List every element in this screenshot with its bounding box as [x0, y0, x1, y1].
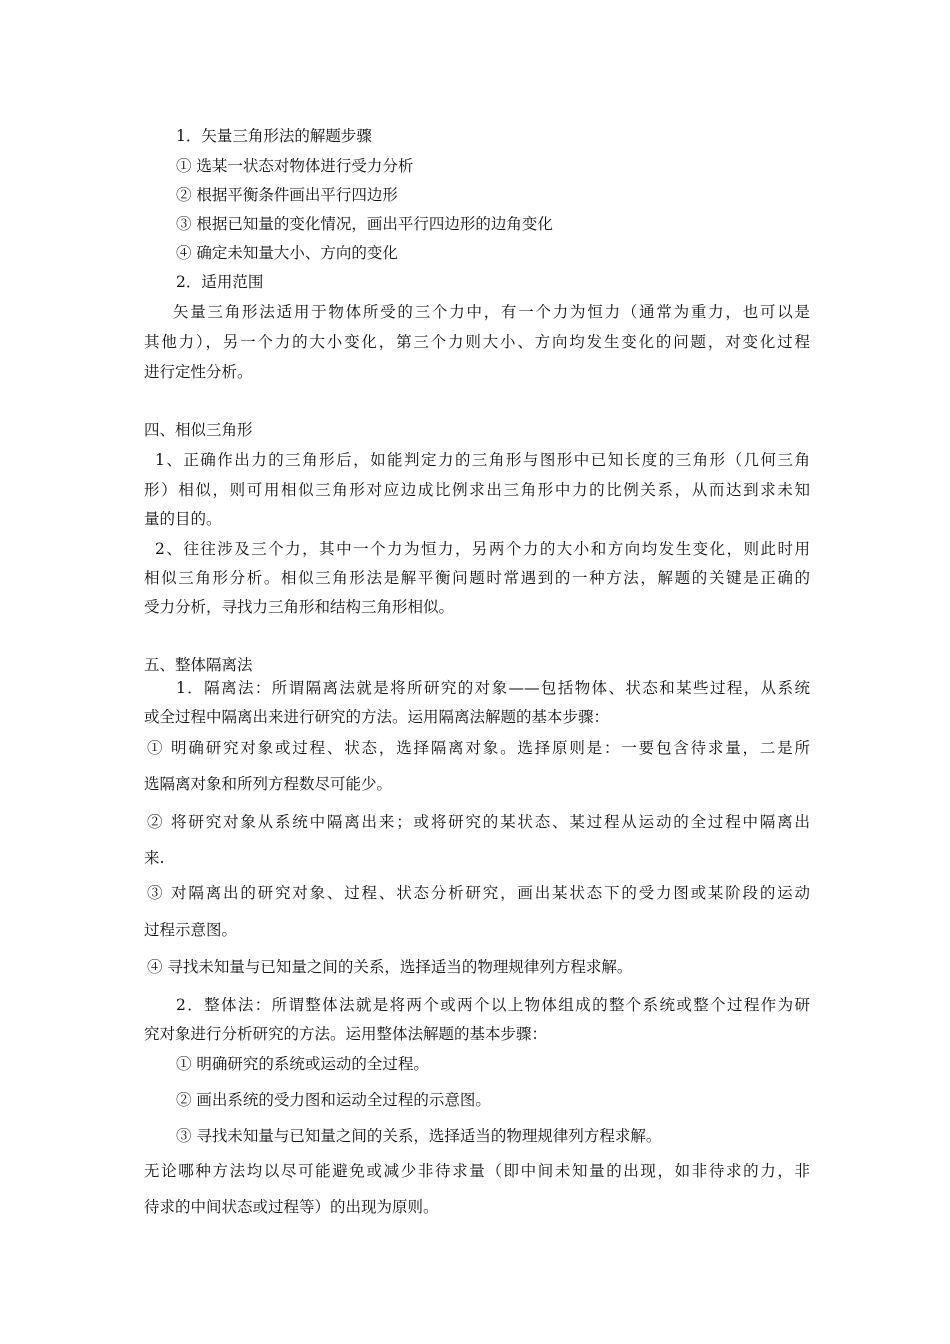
step-item: ③ 根据已知量的变化情况，画出平行四边形的边角变化 — [176, 215, 553, 233]
whole-step-line: ③ 寻找未知量与已知量之间的关系，选择适当的物理规律列方程求解。 — [176, 1127, 662, 1145]
isolation-step-line: ① 明确研究对象或过程、状态，选择隔离对象。选择原则是：一要包含待求量，二是所 — [147, 739, 810, 757]
paragraph-line: 受力分析，寻找力三角形和结构三角形相似。 — [144, 598, 455, 616]
whole-step-line: ② 画出系统的受力图和运动全过程的示意图。 — [176, 1091, 491, 1109]
scope-paragraph-line: 矢量三角形法适用于物体所受的三个力中，有一个力为恒力（通常为重力，也可以是 — [173, 303, 810, 321]
paragraph-line: 2、往往涉及三个力，其中一个力为恒力，另两个力的大小和方向均发生变化，则此时用 — [155, 540, 810, 558]
conclusion-line: 待求的中间状态或过程等）的出现为原则。 — [144, 1198, 439, 1216]
isolation-step-line: 过程示意图。 — [144, 921, 238, 939]
paragraph-line: 形）相似，则可用相似三角形对应边成比例求出三角形中力的比例关系，从而达到求未知 — [144, 481, 810, 499]
section-heading-whole-isolation: 五、整体隔离法 — [144, 656, 253, 674]
paragraph-line: 1、正确作出力的三角形后，如能判定力的三角形与图形中已知长度的三角形（几何三角 — [155, 451, 810, 469]
isolation-step-line: ④ 寻找未知量与已知量之间的关系，选择适当的物理规律列方程求解。 — [147, 958, 633, 976]
paragraph-line: 究对象进行分析研究的方法。运用整体法解题的基本步骤： — [144, 1025, 548, 1043]
step-item: ④ 确定未知量大小、方向的变化 — [176, 244, 398, 262]
scope-paragraph-line: 其他力），另一个力的大小变化，第三个力则大小、方向均发生变化的问题，对变化过程 — [144, 333, 810, 351]
section-heading-similar-triangles: 四、相似三角形 — [144, 421, 253, 439]
conclusion-line: 无论哪种方法均以尽可能避免或减少非待求量（即中间未知量的出现，如非待求的力，非 — [144, 1162, 810, 1180]
step-item: ① 选某一状态对物体进行受力分析 — [176, 157, 414, 175]
scope-title: 2．适用范围 — [176, 273, 264, 291]
isolation-step-line: 来. — [144, 849, 165, 867]
whole-step-line: ① 明确研究的系统或运动的全过程。 — [176, 1055, 429, 1073]
paragraph-line: 量的目的。 — [144, 510, 222, 528]
isolation-step-line: ③ 对隔离出的研究对象、过程、状态分析研究，画出某状态下的受力图或某阶段的运动 — [147, 884, 810, 902]
scope-paragraph-line: 进行定性分析。 — [144, 363, 253, 381]
step-item: ② 根据平衡条件画出平行四边形 — [176, 186, 398, 204]
paragraph-line: 或全过程中隔离出来进行研究的方法。运用隔离法解题的基本步骤： — [144, 708, 610, 726]
paragraph-line: 相似三角形分析。相似三角形法是解平衡问题时常遇到的一种方法，解题的关键是正确的 — [144, 569, 810, 587]
paragraph-line: 2．整体法：所谓整体法就是将两个或两个以上物体组成的整个系统或整个过程作为研 — [176, 996, 810, 1014]
isolation-step-line: ② 将研究对象从系统中隔离出来；或将研究的某状态、某过程从运动的全过程中隔离出 — [147, 813, 810, 831]
isolation-step-line: 选隔离对象和所列方程数尽可能少。 — [144, 775, 393, 793]
paragraph-line: 1．隔离法：所谓隔离法就是将所研究的对象——包括物体、状态和某些过程，从系统 — [176, 679, 810, 697]
steps-title: 1．矢量三角形法的解题步骤 — [176, 127, 372, 145]
